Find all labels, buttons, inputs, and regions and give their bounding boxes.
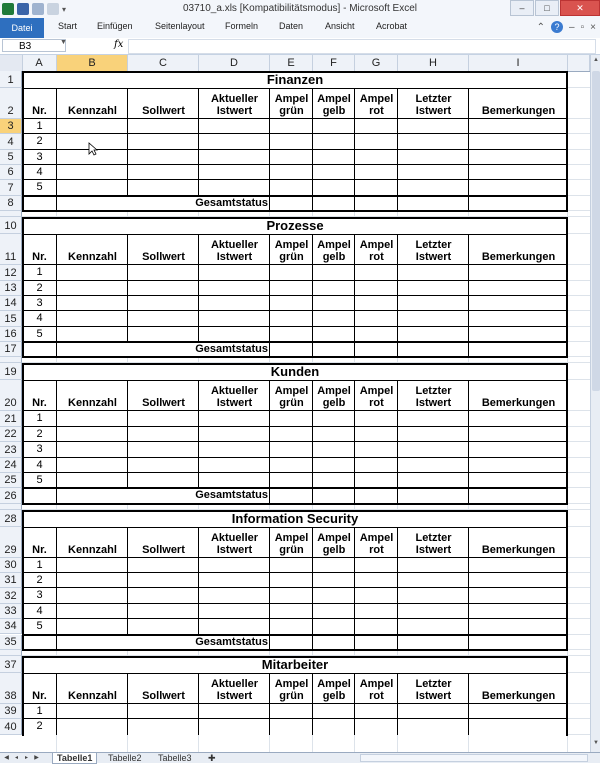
vertical-scrollbar[interactable] (590, 55, 600, 752)
scroll-down-icon[interactable]: ▼ (593, 740, 599, 746)
column-divider (354, 380, 355, 503)
row-number: 2 (36, 574, 43, 587)
header-line: grün (279, 543, 304, 556)
column-divider (269, 234, 270, 357)
formula-bar (0, 38, 600, 55)
title-divider (22, 380, 568, 381)
column-divider (312, 673, 313, 735)
insert-function-icon[interactable]: fx (114, 39, 124, 50)
row-divider (22, 618, 568, 619)
header-line: Ampel (274, 239, 309, 252)
status-divider (22, 341, 568, 343)
section-border (22, 71, 568, 212)
select-all-corner[interactable] (0, 55, 23, 71)
row-header[interactable]: 22 (0, 427, 22, 442)
column-divider (468, 527, 469, 650)
last-sheet-icon[interactable]: ▶ (34, 755, 39, 761)
section-title: Finanzen (266, 72, 324, 87)
header-sollwert: Sollwert (142, 105, 185, 117)
mouse-cursor-icon (88, 142, 98, 156)
header-line: gelb (322, 397, 346, 410)
row-divider (22, 457, 568, 458)
header-line: Istwert (415, 105, 452, 117)
row-header[interactable]: 23 (0, 442, 22, 457)
row-number: 2 (36, 135, 43, 148)
row-header[interactable]: 37 (0, 656, 22, 673)
ribbon-right-controls (537, 21, 596, 33)
column-divider (312, 380, 313, 503)
column-header-f[interactable]: F (313, 55, 355, 71)
header-bemerkungen: Bemerkungen (481, 543, 556, 556)
tab-start[interactable]: Start (58, 21, 78, 31)
column-header-i[interactable]: I (469, 55, 568, 71)
header-nr: Nr. (32, 105, 47, 117)
ribbon-tabs (0, 18, 600, 39)
tab-seitenlayout[interactable]: Seitenlayout (155, 21, 205, 31)
header-line: Ampel (359, 93, 394, 105)
row-divider (22, 164, 568, 165)
workbook-close-icon[interactable]: × (590, 21, 596, 33)
column-divider (269, 673, 270, 735)
gesamtstatus-label: Gesamtstatus (195, 635, 268, 648)
header-line: Istwert (415, 543, 452, 556)
column-divider (468, 88, 469, 211)
column-divider (312, 234, 313, 357)
title-divider (22, 88, 568, 89)
header-divider (22, 264, 568, 265)
header-line: Ampel (359, 531, 394, 544)
row-divider (22, 149, 568, 150)
column-divider (198, 673, 199, 735)
column-header-h[interactable]: H (398, 55, 469, 71)
tab-ansicht[interactable]: Ansicht (325, 21, 355, 31)
workbook-minimize-icon[interactable]: – (569, 21, 575, 33)
header-line: Istwert (216, 105, 253, 117)
header-line: Istwert (216, 689, 253, 702)
row-header[interactable]: 40 (0, 719, 22, 734)
header-line: Letzter (415, 677, 452, 690)
row-divider (22, 472, 568, 473)
header-line: Ampel (359, 239, 394, 252)
section-title: Prozesse (266, 218, 324, 234)
row-header[interactable]: 19 (0, 363, 22, 380)
column-divider (312, 527, 313, 650)
header-line: gelb (322, 251, 346, 264)
row-number: 5 (36, 620, 43, 633)
maximize-button[interactable]: □ (535, 0, 559, 16)
header-line: Aktueller (210, 531, 259, 544)
row-number: 4 (36, 166, 43, 179)
row-divider (22, 718, 568, 719)
header-line: Ampel (274, 531, 309, 544)
header-line: Istwert (415, 397, 452, 410)
row-divider (22, 603, 568, 604)
header-nr: Nr. (32, 397, 47, 410)
column-divider (397, 88, 398, 211)
header-line: Aktueller (210, 93, 259, 105)
row-number: 1 (36, 558, 43, 571)
column-divider (56, 527, 57, 650)
header-line: Istwert (415, 251, 452, 264)
row-divider (22, 441, 568, 442)
row-header[interactable]: 21 (0, 411, 22, 426)
column-divider (468, 234, 469, 357)
row-divider (22, 587, 568, 588)
header-kennzahl: Kennzahl (68, 105, 117, 117)
column-divider (198, 380, 199, 488)
header-line: Ampel (317, 93, 351, 105)
row-header[interactable]: 6 (0, 165, 22, 180)
row-divider (22, 179, 568, 180)
status-divider (22, 195, 568, 197)
prev-sheet-icon[interactable]: ◂ (14, 755, 18, 761)
help-icon[interactable]: ? (551, 21, 563, 33)
header-line: Ampel (317, 531, 351, 544)
row-header[interactable]: 35 (0, 635, 22, 650)
row-header[interactable]: 34 (0, 619, 22, 634)
header-kennzahl: Kennzahl (68, 689, 117, 702)
row-number: 4 (36, 312, 43, 325)
row-divider (22, 572, 568, 573)
header-line: Ampel (317, 239, 351, 252)
header-line: Letzter (415, 385, 452, 398)
column-divider (354, 234, 355, 357)
row-number: 3 (36, 296, 43, 309)
row-number: 4 (36, 604, 43, 617)
row-number: 3 (36, 443, 43, 456)
window-controls (509, 0, 600, 16)
header-nr: Nr. (32, 689, 47, 702)
row-header[interactable]: 26 (0, 488, 22, 503)
column-divider (198, 234, 199, 342)
row-number: 1 (36, 120, 43, 132)
column-divider (56, 88, 57, 211)
header-line: rot (369, 689, 384, 702)
header-line: Istwert (216, 251, 253, 264)
header-nr: Nr. (32, 251, 47, 264)
header-kennzahl: Kennzahl (68, 397, 117, 410)
minimize-ribbon-icon[interactable]: ⌃ (536, 21, 546, 33)
row-header[interactable]: 17 (0, 342, 22, 357)
row-number: 5 (36, 327, 43, 340)
column-divider (397, 673, 398, 735)
header-bemerkungen: Bemerkungen (481, 251, 556, 264)
header-nr: Nr. (32, 543, 47, 556)
header-line: rot (369, 251, 384, 264)
section-title: Kunden (270, 364, 320, 380)
title-divider (22, 527, 568, 528)
row-header[interactable]: 38 (0, 673, 22, 704)
column-divider (397, 380, 398, 503)
column-divider (56, 673, 57, 735)
row-divider (22, 133, 568, 134)
column-divider (354, 88, 355, 211)
header-line: gelb (322, 543, 346, 556)
header-line: Letzter (415, 93, 452, 105)
header-line: Letzter (415, 531, 452, 544)
workbook-restore-icon[interactable]: ▫ (580, 21, 585, 33)
header-line: Ampel (274, 93, 309, 105)
scroll-up-icon[interactable]: ▲ (593, 57, 599, 63)
row-header[interactable]: 3 (0, 119, 22, 134)
row-header[interactable]: 5 (0, 150, 22, 165)
header-line: Aktueller (210, 385, 259, 398)
column-divider (269, 527, 270, 650)
worksheet-grid[interactable] (0, 71, 590, 752)
row-number: 2 (36, 281, 43, 294)
row-number: 2 (36, 720, 43, 733)
header-sollwert: Sollwert (142, 543, 185, 556)
tab-formeln[interactable]: Formeln (225, 21, 259, 31)
row-divider (22, 280, 568, 281)
column-divider (354, 673, 355, 735)
title-bar (0, 0, 600, 19)
column-divider (127, 673, 128, 735)
scroll-thumb[interactable] (592, 71, 600, 391)
row-number: 5 (36, 473, 43, 486)
tab-daten[interactable]: Daten (279, 21, 304, 31)
gesamtstatus-label: Gesamtstatus (195, 489, 268, 502)
next-sheet-icon[interactable]: ▸ (24, 755, 28, 761)
header-sollwert: Sollwert (142, 251, 185, 264)
insert-sheet-icon[interactable]: ✚ (208, 753, 216, 763)
column-divider (56, 380, 57, 503)
row-header[interactable]: 8 (0, 196, 22, 211)
column-divider (127, 527, 128, 635)
close-button[interactable]: ✕ (560, 0, 600, 16)
header-sollwert: Sollwert (142, 689, 185, 702)
row-header[interactable]: 24 (0, 458, 22, 473)
header-bemerkungen: Bemerkungen (481, 397, 556, 410)
header-line: rot (369, 105, 384, 117)
column-header-d[interactable]: D (199, 55, 270, 71)
row-header[interactable]: 20 (0, 380, 22, 411)
section-border (22, 510, 568, 651)
header-line: Ampel (274, 677, 309, 690)
column-divider (354, 527, 355, 650)
section-border (22, 363, 568, 504)
column-divider (56, 234, 57, 357)
column-divider (269, 380, 270, 503)
section-border (22, 217, 568, 358)
column-headers (0, 55, 600, 72)
header-line: Ampel (317, 677, 351, 690)
row-header[interactable]: 1 (0, 71, 22, 88)
tab-acrobat[interactable]: Acrobat (376, 21, 408, 31)
sheet-tab-tabelle3[interactable]: Tabelle3 (158, 753, 192, 763)
column-header-g[interactable]: G (355, 55, 398, 71)
sheet-tab-tabelle2[interactable]: Tabelle2 (108, 753, 142, 763)
header-divider (22, 118, 568, 119)
row-header[interactable]: 2 (0, 88, 22, 119)
column-divider (468, 673, 469, 735)
row-header[interactable]: 12 (0, 265, 22, 280)
status-divider (22, 634, 568, 636)
row-header[interactable]: 7 (0, 180, 22, 195)
row-number: 5 (36, 181, 43, 194)
row-header[interactable]: 4 (0, 134, 22, 149)
header-kennzahl: Kennzahl (68, 543, 117, 556)
chevron-down-icon[interactable]: ▼ (60, 39, 67, 46)
row-number: 3 (36, 150, 43, 163)
horizontal-scrollbar[interactable] (360, 754, 588, 762)
column-divider (127, 234, 128, 342)
header-line: Aktueller (210, 677, 259, 690)
section-border (22, 656, 568, 736)
column-header-a[interactable]: A (22, 55, 57, 71)
row-header[interactable]: 14 (0, 296, 22, 311)
title-divider (22, 673, 568, 674)
row-number: 1 (36, 266, 43, 279)
header-divider (22, 703, 568, 704)
status-divider (22, 487, 568, 489)
tab-einfuegen[interactable]: Einfügen (97, 21, 133, 31)
column-divider (312, 88, 313, 211)
minimize-button[interactable]: – (510, 0, 534, 16)
header-line: grün (279, 397, 304, 410)
first-sheet-icon[interactable]: ◀ (4, 755, 9, 761)
row-header[interactable]: 29 (0, 527, 22, 558)
row-header[interactable]: 10 (0, 217, 22, 234)
header-line: grün (279, 689, 304, 702)
section-title: Mitarbeiter (261, 656, 329, 672)
row-header[interactable]: 13 (0, 281, 22, 296)
column-divider (127, 88, 128, 196)
header-line: Ampel (359, 677, 394, 690)
header-kennzahl: Kennzahl (68, 251, 117, 264)
formula-input[interactable] (128, 39, 596, 54)
header-line: rot (369, 397, 384, 410)
tab-file[interactable]: Datei (0, 18, 44, 38)
column-divider (198, 527, 199, 635)
row-header[interactable]: 33 (0, 604, 22, 619)
header-line: Istwert (216, 543, 253, 556)
header-line: Aktueller (210, 239, 259, 252)
row-header[interactable]: 28 (0, 510, 22, 527)
column-divider (397, 234, 398, 357)
row-header[interactable]: 16 (0, 327, 22, 342)
row-divider (22, 326, 568, 327)
window-title: 03710_a.xls [Kompatibilitätsmodus] - Microsoft Excel (183, 3, 417, 14)
header-line: grün (279, 251, 304, 264)
row-divider (22, 295, 568, 296)
row-divider (22, 310, 568, 311)
row-divider (22, 426, 568, 427)
row-number: 1 (36, 412, 43, 425)
column-divider (269, 88, 270, 211)
sheet-tab-tabelle1[interactable]: Tabelle1 (52, 753, 97, 764)
section-title: Information Security (231, 510, 359, 526)
title-divider (22, 234, 568, 235)
gesamtstatus-label: Gesamtstatus (195, 343, 268, 356)
header-line: gelb (322, 105, 346, 117)
column-header-b[interactable]: B (57, 55, 128, 71)
row-header[interactable]: 39 (0, 704, 22, 719)
row-header[interactable]: 11 (0, 234, 22, 265)
row-number: 4 (36, 458, 43, 471)
header-bemerkungen: Bemerkungen (481, 689, 556, 702)
row-number: 1 (36, 704, 43, 717)
column-header-e[interactable]: E (270, 55, 313, 71)
header-line: Ampel (359, 385, 394, 398)
gesamtstatus-label: Gesamtstatus (195, 196, 268, 209)
row-number: 2 (36, 427, 43, 440)
sheet-tab-bar (0, 752, 600, 763)
name-box[interactable]: B3 (2, 39, 66, 52)
column-divider (127, 380, 128, 488)
header-line: Istwert (415, 689, 452, 702)
column-divider (468, 380, 469, 503)
column-divider (198, 88, 199, 196)
header-line: Letzter (415, 239, 452, 252)
customize-qat-icon[interactable]: ▾ (62, 4, 67, 14)
header-line: rot (369, 543, 384, 556)
column-header-filler (568, 55, 590, 71)
row-header[interactable]: 31 (0, 573, 22, 588)
header-sollwert: Sollwert (142, 397, 185, 410)
row-header[interactable]: 30 (0, 558, 22, 573)
header-line: Ampel (317, 385, 351, 398)
header-divider (22, 410, 568, 411)
column-header-c[interactable]: C (128, 55, 199, 71)
column-divider (397, 527, 398, 650)
header-line: grün (279, 105, 304, 117)
row-header[interactable]: 32 (0, 588, 22, 603)
row-number: 3 (36, 589, 43, 602)
row-header[interactable]: 25 (0, 473, 22, 488)
header-line: gelb (322, 689, 346, 702)
header-line: Ampel (274, 385, 309, 398)
header-line: Istwert (216, 397, 253, 410)
header-bemerkungen: Bemerkungen (481, 105, 556, 117)
row-header[interactable]: 15 (0, 311, 22, 326)
header-divider (22, 557, 568, 558)
